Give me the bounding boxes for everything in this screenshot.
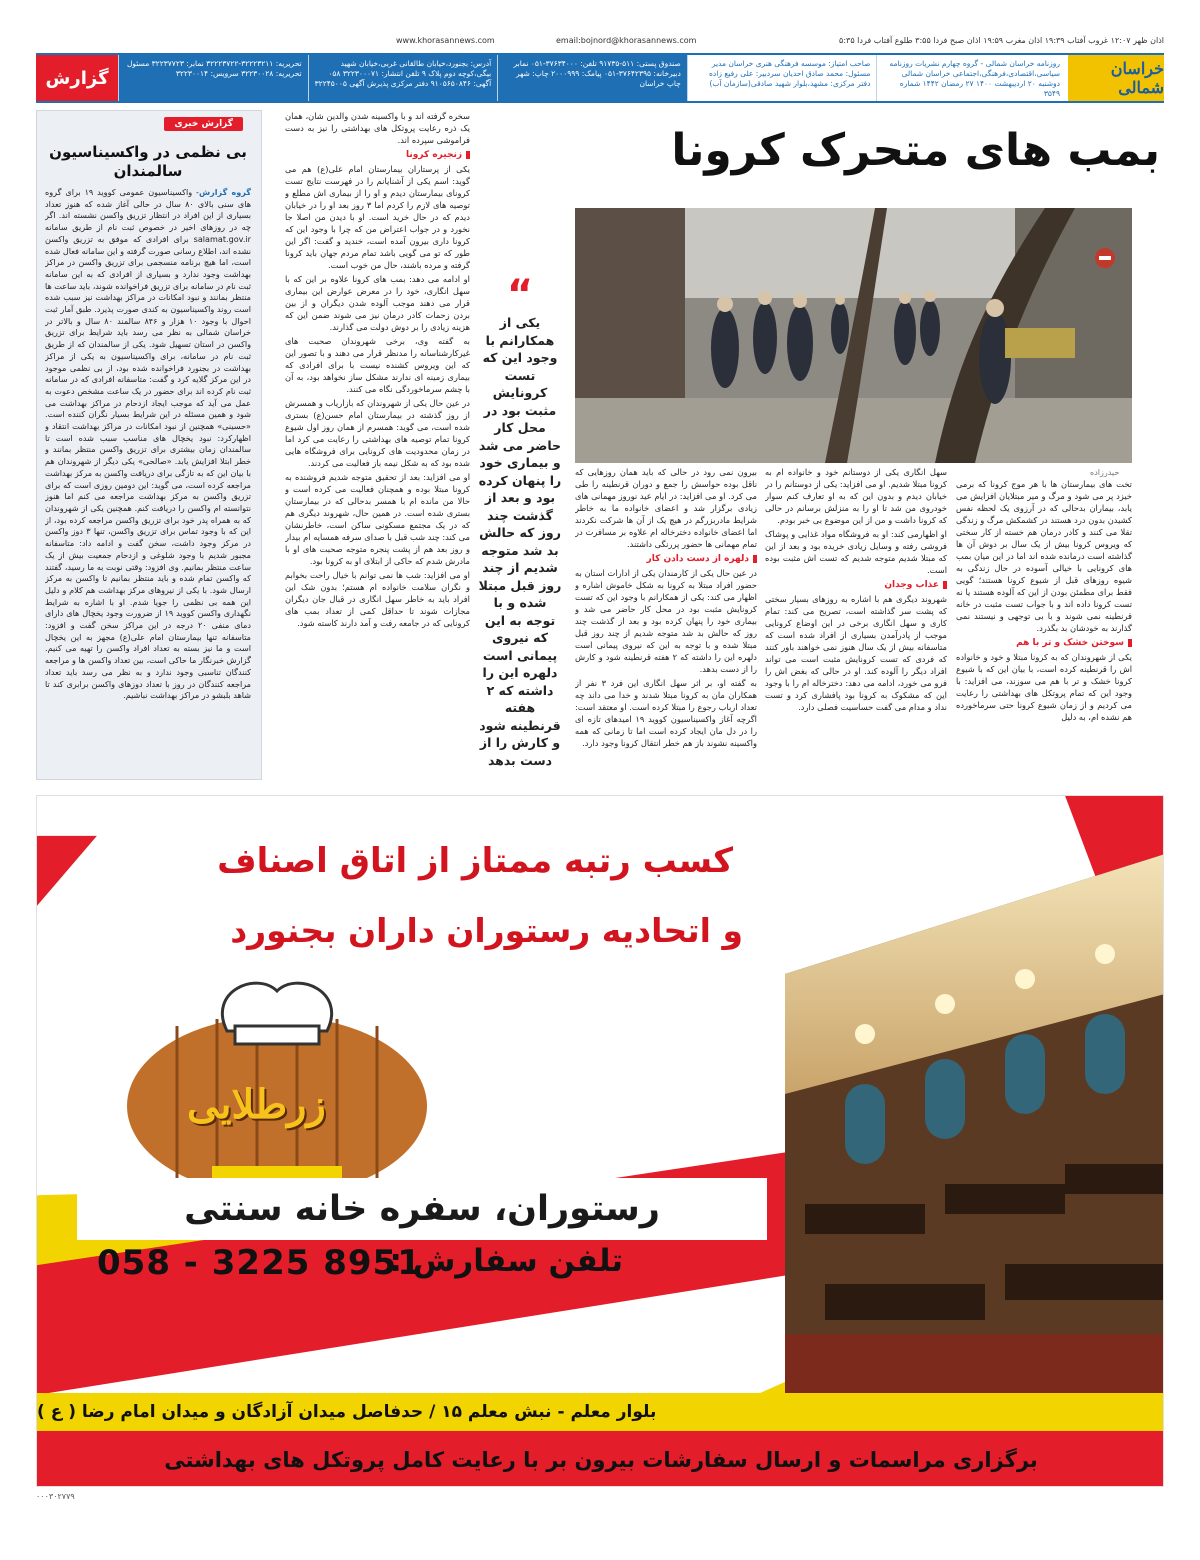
- ad-footer-message: برگزاری مراسمات و ارسال سفارشات بیرون بر با رعایت کامل پروتکل های بهداشتی: [37, 1431, 1164, 1487]
- article-paragraph: در عین حال یکی از شهروندان که بازاریاب و همسرش از روز گذشته در بیمارستان امام حسن(ع) بستری شده است، می گوید: همسرم از همان روز اول شیوع کرونا تمام توصیه های بهداشتی را رعایت می کرد اما در زمان محدودیت های کرونایی برای فروشگاه هایی شده بود که به شکل نیمه باز فعالیت می کردند.: [285, 398, 470, 468]
- section-label: گزارش: [36, 55, 118, 101]
- photo-credit: حیدرزاده: [1090, 468, 1120, 477]
- article-paragraph: او می افزاید: بعد از تحقیق متوجه شدیم فروشنده به کرونا مبتلا بوده و همچنان فعالیت می کرده است و حالا من مانده ام با همسر بدحالی که در بیمارستان بستری شده است. در همین حال، شهروند دیگری هم که در یک مجتمع مسکونی ساکن است، خاطرنشان می کند: چند شب قبل با صدای سرفه همسایه ام بیدار و روز بعد هم از پشت پنجره متوجه صحبت های او با مادرش شدم که حاکی از ابتلای او به کرونا بود.: [285, 472, 470, 566]
- chef-hat-icon: [222, 983, 331, 1031]
- contact-email[interactable]: email:bojnord@khorasannews.com: [556, 36, 697, 45]
- article-paragraph: او می افزاید: شب ها نمی توانم با خیال راحت بخوابم و نگران سلامت خانواده ام هستم؛ بدون شک این افراد باید به خاطر سهل انگاری در قبال جان دیگران مجازات شوند تا حداقل کمی از تعداد بمب های کرونایی که در جامعه رفت و آمد دارند کاسته شود.: [285, 570, 470, 628]
- article-paragraph: سخره گرفته اند و با واکسینه شدن والدین شان، همان یک ذره رعایت پروتکل های بهداشتی را نیز به دست فراموشی سپرده اند.: [285, 111, 470, 145]
- restaurant-advertisement: [36, 795, 1164, 1487]
- website-link[interactable]: www.khorasannews.com: [396, 36, 495, 45]
- pull-quote: [478, 272, 562, 769]
- article-paragraph: او اظهارمی کند: او به فروشگاه مواد غذایی و پوشاک فروشی رفته و وسایل زیادی خریده بود و بعد از این که مبتلا شدیم متوجه شدیم که تست اش مثبت بوده است.: [765, 529, 947, 575]
- article-paragraph: به گفته او، بر اثر سهل انگاری این فرد ۳ نفر از همکاران مان به کرونا مبتلا شدند و خدا می داند چه تعداد ارباب رجوع را مبتلا کرده است. او معتقد است: اگرچه آغاز واکسیناسیون کووید ۱۹ امیدهای تازه ای را در دل مان ایجاد کرده است اما تا زمانی که همه واکسینه نشوند باز هم خطر انتقال کرونا وجود دارد.: [575, 678, 757, 748]
- article-paragraph: یکی از پرستاران بیمارستان امام علی(ع) هم می گوید: اسم یکی از آشنایانم را در فهرست نتایج تست کرونای بیمارستان دیدم و او را از بیماری اش مطلع و توصیه های لازم را کردم اما ۳ روز بعد او را در خیابان دیدم که در حال خرید است. او با دیدن من اصلا جا نخورد و در جواب اعتراض من که چرا با وجود این که کرونا داری بیرون آمده است، خندید و گفت: اگر این طور که تو می گویی باشد تمام مردم جهان باید کرونا گرفته و مرده باشند، حال من خوب است.: [285, 164, 470, 270]
- restaurant-address: بلوار معلم - نبش معلم ۱۵ / حدفاصل میدان آزادگان و میدان امام رضا ( ع ): [37, 1393, 1164, 1431]
- article-paragraph: به گفته وی، برخی شهروندان صحبت های غیرکارشناسانه را مدنظر قرار می دهند و با تصور این که این ویروس کشنده نیست با برای افرادی که بیماری زمینه ای ندارند مشکل ساز نخواهد بود، به آن با چشم سرماخوردگی نگاه می کنند.: [285, 336, 470, 394]
- masthead-publisher-info: صاحب امتیاز: موسسه فرهنگی هنری خراسان مدیر مسئول: محمد صادق احدیان سردبیر: علی رفیع زاده دفتر مرکزی: مشهد،بلوار شهید صادقی(سازمان آب): [687, 55, 877, 101]
- main-headline: بمب های متحرک کرونا: [671, 125, 1160, 176]
- phone-label: تلفن سفارش :: [389, 1243, 623, 1279]
- masthead-phone-info: تحریریه: ۳۲۲۲۳۲۱۱-۳۲۲۲۳۷۲۲ نمابر: ۳۲۲۳۷۷۲۳ مسئول تحریریه: ۳۲۲۳۰۰۲۸ سرویس: ۳۲۲۳۰۰۱۴: [118, 55, 308, 101]
- article-paragraph: شهروند دیگری هم با اشاره به روزهای بسیار سختی که پشت سر گذاشته است، تصریح می کند: تمام کاری و سهل انگاری برخی در این اوضاع کرونایی موجب از پادرآمدن بسیاری از افراد شده است که متاسفانه بیش از یک سال هنوز نمی خواهند باور کنند که فردی که تست کرونایش مثبت است می تواند افراد دیگر را آلوده کند. او در حالی که بغض اش را فرو می خورد، ادامه می دهد: دخترخاله ام را با وجود این که مشکوک به کرونا بود پافشاری کرد و تست نداد و مدام می گفت حساسیت فصلی دارد.: [765, 594, 947, 712]
- phone-number[interactable]: 058 - 3225 8951: [97, 1243, 422, 1283]
- article-paragraph: تخت های بیمارستان ها با هر موج کرونا که برمی خیزد پر می شود و مرگ و میر مبتلایان افزایش می یابد، بیماران بدحالی که در آرزوی یک لحظه نفس کشیدن بدون درد هستند در کشمکش مرگ و زندگی تقلا می کنند و کادر درمان هم خسته از کار سختی که ویروس کرونا بیش از یک سال بر دوش آن ها گذاشته است درمانده شده اند اما در این میان بمب های کرونایی با خیالی آسوده در حال زندگی به شیوه روزهای قبل از شیوع کرونا هستند؛ گویی فقط برای مطمئن بودن از این که آلوده هستند یا نه تست کرونا داده اند و با جواب تست مثبت در خانه قرنطینه نمی شوند و با بی توجهی و نیستند نمی گذارند به خودشان بد بگذرد.: [956, 479, 1132, 633]
- report-title: بی نظمی در واکسیناسیون سالمندان: [49, 143, 247, 180]
- report-lead: گروه گزارش: [198, 187, 251, 197]
- article-column-1: [956, 478, 1132, 778]
- masthead: [36, 53, 1164, 103]
- news-report-sidebar: [36, 110, 262, 780]
- article-column-2: [765, 466, 947, 778]
- article-paragraph: او ادامه می دهد: بمب های کرونا علاوه بر این که با سهل انگاری، خود را در معرض عوارض این بیماری قرار می دهند موجب آلوده شدن دیگران و از بین بردن زحمات کادر درمان نیز می شوند ضمن این که هزینه زیادی را بر دوش دولت می گذارند.: [285, 274, 470, 332]
- article-column-3: [575, 466, 757, 778]
- page-code: ۰۰۰۳۰۲۷۷۹: [36, 1492, 75, 1501]
- article-subhead: سوختن خشک و تر با هم: [956, 637, 1132, 649]
- newspaper-logo: خراسان شمالی: [1066, 55, 1164, 101]
- masthead-contact-info: صندوق پستی: ۵۱۱-۹۱۷۳۵ تلفن: ۳۷۶۳۴۰۰۰-۰۵۱ نمابر دبیرخانه: ۳۷۶۴۲۳۹۵-۰۵۱ پیامک: ۲۰۰۰۹۹۹ چاپ: شهر چاپ خراسان: [497, 55, 687, 101]
- ad-title-line-1: کسب رتبه ممتاز از اتاق اصناف: [217, 841, 733, 881]
- article-subhead: زنجیره کرونا: [285, 149, 470, 161]
- masthead-address-info: آدرس: بجنورد،خیابان طالقانی غربی،خیابان شهید بیگی،کوچه دوم پلاک ۹ تلفن انتشار: ۳۲۲۳۰۰۰۷۱ ۰۵۸ آگهی: ۹۱۰۵۶۵۰۸۴۶ دفتر مرکزی پذیرش آگهی ۳۲۲۴۵۰۰۵: [308, 55, 498, 101]
- prayer-times: اذان ظهر ۱۲:۰۷ غروب آفتاب ۱۹:۳۹ اذان مغرب ۱۹:۵۹ اذان صبح فردا ۳:۵۵ طلوع آفتاب فردا ۵:۳۵: [839, 36, 1164, 45]
- article-subhead: دلهره از دست دادن کار: [575, 553, 757, 565]
- street-crowd-photo: [575, 208, 1132, 463]
- report-body: [45, 187, 251, 777]
- article-column-4: [285, 110, 470, 778]
- article-paragraph: یکی از شهروندان که به کرونا مبتلا و خود و خانواده اش را قرنطینه کرده است، با بیان این که با شیوع کرونا خشک و تر با هم می سوزند، می افزاید: با وجود این که تمام پروتکل های بهداشتی را رعایت می کردیم و از زمان شیوع کرونا حتی سرماخورده هم نشده ام، به دلیل: [956, 652, 1132, 722]
- report-badge: گزارش خبری: [164, 117, 243, 131]
- quote-mark-icon: “: [506, 272, 534, 318]
- masthead-issue-info: روزنامه خراسان شمالی - گروه چهارم نشریات روزنامه سیاسی،اقتصادی،فرهنگی،اجتماعی خراسان شمالی دوشنبه ۲۰ اردیبهشت ۱۴۰۰ ۲۷ رمضان ۱۴۴۲ شماره ۳۵۴۹: [876, 55, 1066, 101]
- article-paragraph: بیرون نمی رود در حالی که باید همان روزهایی که ناقل بوده حواسش را جمع و دوران قرنطینه را طی می کرد. او می افزاید: در ایام عید نوروز مهمانی های زیادی برگزار شد و اعضای خانواده ما به خاطر شرایط مادربزرگم در هیچ یک از آن ها شرکت نکردند اما اعضای خانواده دخترخاله ام علاوه بر مسافرت در تمام مهمانی ها حضور پررنگی داشتند.: [575, 467, 757, 549]
- restaurant-logo-text: زرطلایی: [187, 1081, 326, 1128]
- article-paragraph: در عین حال یکی از کارمندان یکی از ادارات استان به حضور افراد مبتلا به کرونا به شکل خاموش اشاره و اظهار می کند: یکی از همکارانم با وجود این که تست کرونایش مثبت بود در محل کار حاضر می شد و بیماری خود را پنهان کرده بود و بعد از گذشت چند روز که حالش بد شد متوجه شدیم از چند روز قبل مبتلا شده و با توجه به این که نیروی پیمانی است دلهره این را داشته که ۲ هفته قرنطینه شود و کارش را از دست بدهد.: [575, 568, 757, 674]
- pull-quote-text: یکی از همکارانم با وجود این که تست کرونایش مثبت بود در محل کار حاضر می شد و بیماری خود را پنهان کرده بود و بعد از گذشت چند روز که حالش بد شد متوجه شدیم از چند روز قبل مبتلا شده و با توجه به این که نیروی پیمانی است دلهره این را داشته که ۲ هفته قرنطینه شود و کارش را از دست بدهد: [478, 315, 562, 768]
- article-paragraph: سهل انگاری یکی از دوستانم خود و خانواده ام به کرونا مبتلا شدیم. او می افزاید: یکی از دوستانم را در خیابان دیدم و بدون این که به او تعارف کنم سوار خودروی من شد تا او را به منزلش برسانم در حالی که کرونا داشت و من از این موضوع بی خبر بودم.: [765, 467, 947, 525]
- restaurant-interior-photo: [785, 854, 1164, 1394]
- report-text: - واکسیناسیون عمومی کووید ۱۹ برای گروه های سنی بالای ۸۰ سال در حالی آغاز شده که هنوز تعداد بسیاری از این افراد در انتظار تزریق واکسن نشسته اند. اگر چه در روزهای اخیر در خصوص ثبت نام از طریق سامانه salamat.gov.ir برای افرادی که موفق به تزریق واکسن نشده اند، اطلاع رسانی صورت گرفته و این سامانه فعال شده است، اما هیچ برنامه منسجمی برای تزریق واکسن در مراکز بهداشت وجود ندارد و بسیاری از افرادی که به این سامانه ثبت نام در سامانه برای تزریق فراخوانده شوند، باید ساعت ها منتظر بمانند و نبود امکانات در مراکز بهداشت نیز سبب شده است روند واکسیناسیون به کندی صورت پذیرد. طبق آمار ثبت احوال با وجود ۱۰ هزار و ۸۴۶ سالمند ۸۰ سال و بالاتر در خراسان شمالی به نظر می رسد باید شرایط برای تزریق واکسن در استان تسهیل شود. یکی از سالمندان که از طریق ثبت نام در سامانه، برای واکسیناسیون به یکی از مراکز بهداشت در بجنورد فراخوانده شده بود، از بی نظمی موجود در این مرکز گلایه کرد و گفت: متاسفانه افرادی که در سامانه ثبت نام کرده اند برای حضور در یک ساعت مشخص دعوت به عمل می آید که موجب ایجاد ازدحام در مراکز بهداشت می شود و همین مسئله در این شرایط بسیار نگران کننده است. «حسینی» همچنین از نبود امکانات در مراکز بهداشت انتقاد و اظهارکرد: نبود یخچال های مناسب سبب شده است تا سالمندان زمان بیشتری برای تزریق واکسن منتظر بمانند و خطر ابتلا افزایش یابد. «صالحی» یکی دیگر از شهروندان هم با بیان این که به تازگی برای دریافت واکسن به مرکز بهداشت مراجعه کرده است، می گوید: این دومین روزی است که برای تزریق واکسن به مرکز بهداشت مراجعه می کنم اما هنوز نتوانسته ام واکسن را دریافت کنم. همچنین یکی از شهروندان که به همراه پدر خود برای تزریق واکسن مراجعه کرده بود، از این که با وجود تماس برای تزریق واکسن، تنها ۳ دوز واکسن در مرکز وجود داشت، سخن گفت و ادامه داد: متاسفانه مجبور شدیم با وجود شلوغی و ازدحام جمعیت بیش از یک ساعت منتظر بمانیم. وی افزود: وقتی نوبت به ما رسید، گفتند که واکسن تمام شده و باید منتظر بمانیم تا واکسن به مرکز ارسال شود. با یکی از نیروهای مرکز بهداشت هم کلام و دلیل این همه بی نظمی را جویا شدم. او با اشاره به شرایط نگهداری واکسن کووید ۱۹ از ضرورت وجود یخچال های دارای دمای منفی ۲۰ درجه در این مراکز سخن گفت و افزود: متاسفانه تنها بیمارستان امام علی(ع) مجهز به این یخچال است و ما نیز بسته به تعداد افراد واکسن را تهیه می کنیم. گزارش خبرنگار ما حاکی است، بین تعداد واکسن ها و مراجعه کنندگان تناسبی وجود ندارد و به نظر می رسد باید تعداد مراجعه کنندگان در روز با تعداد دوزهای واکسن برابری کند تا شاهد بلبشو در مراکز بهداشت نباشیم.: [45, 187, 251, 701]
- top-info-strip: [36, 36, 1164, 50]
- article-subhead: عذاب وجدان: [765, 579, 947, 591]
- ad-title-line-2: و اتحادیه رستوران داران بجنورد: [230, 911, 743, 950]
- ad-slogan: رستوران، سفره خانه سنتی: [77, 1178, 767, 1240]
